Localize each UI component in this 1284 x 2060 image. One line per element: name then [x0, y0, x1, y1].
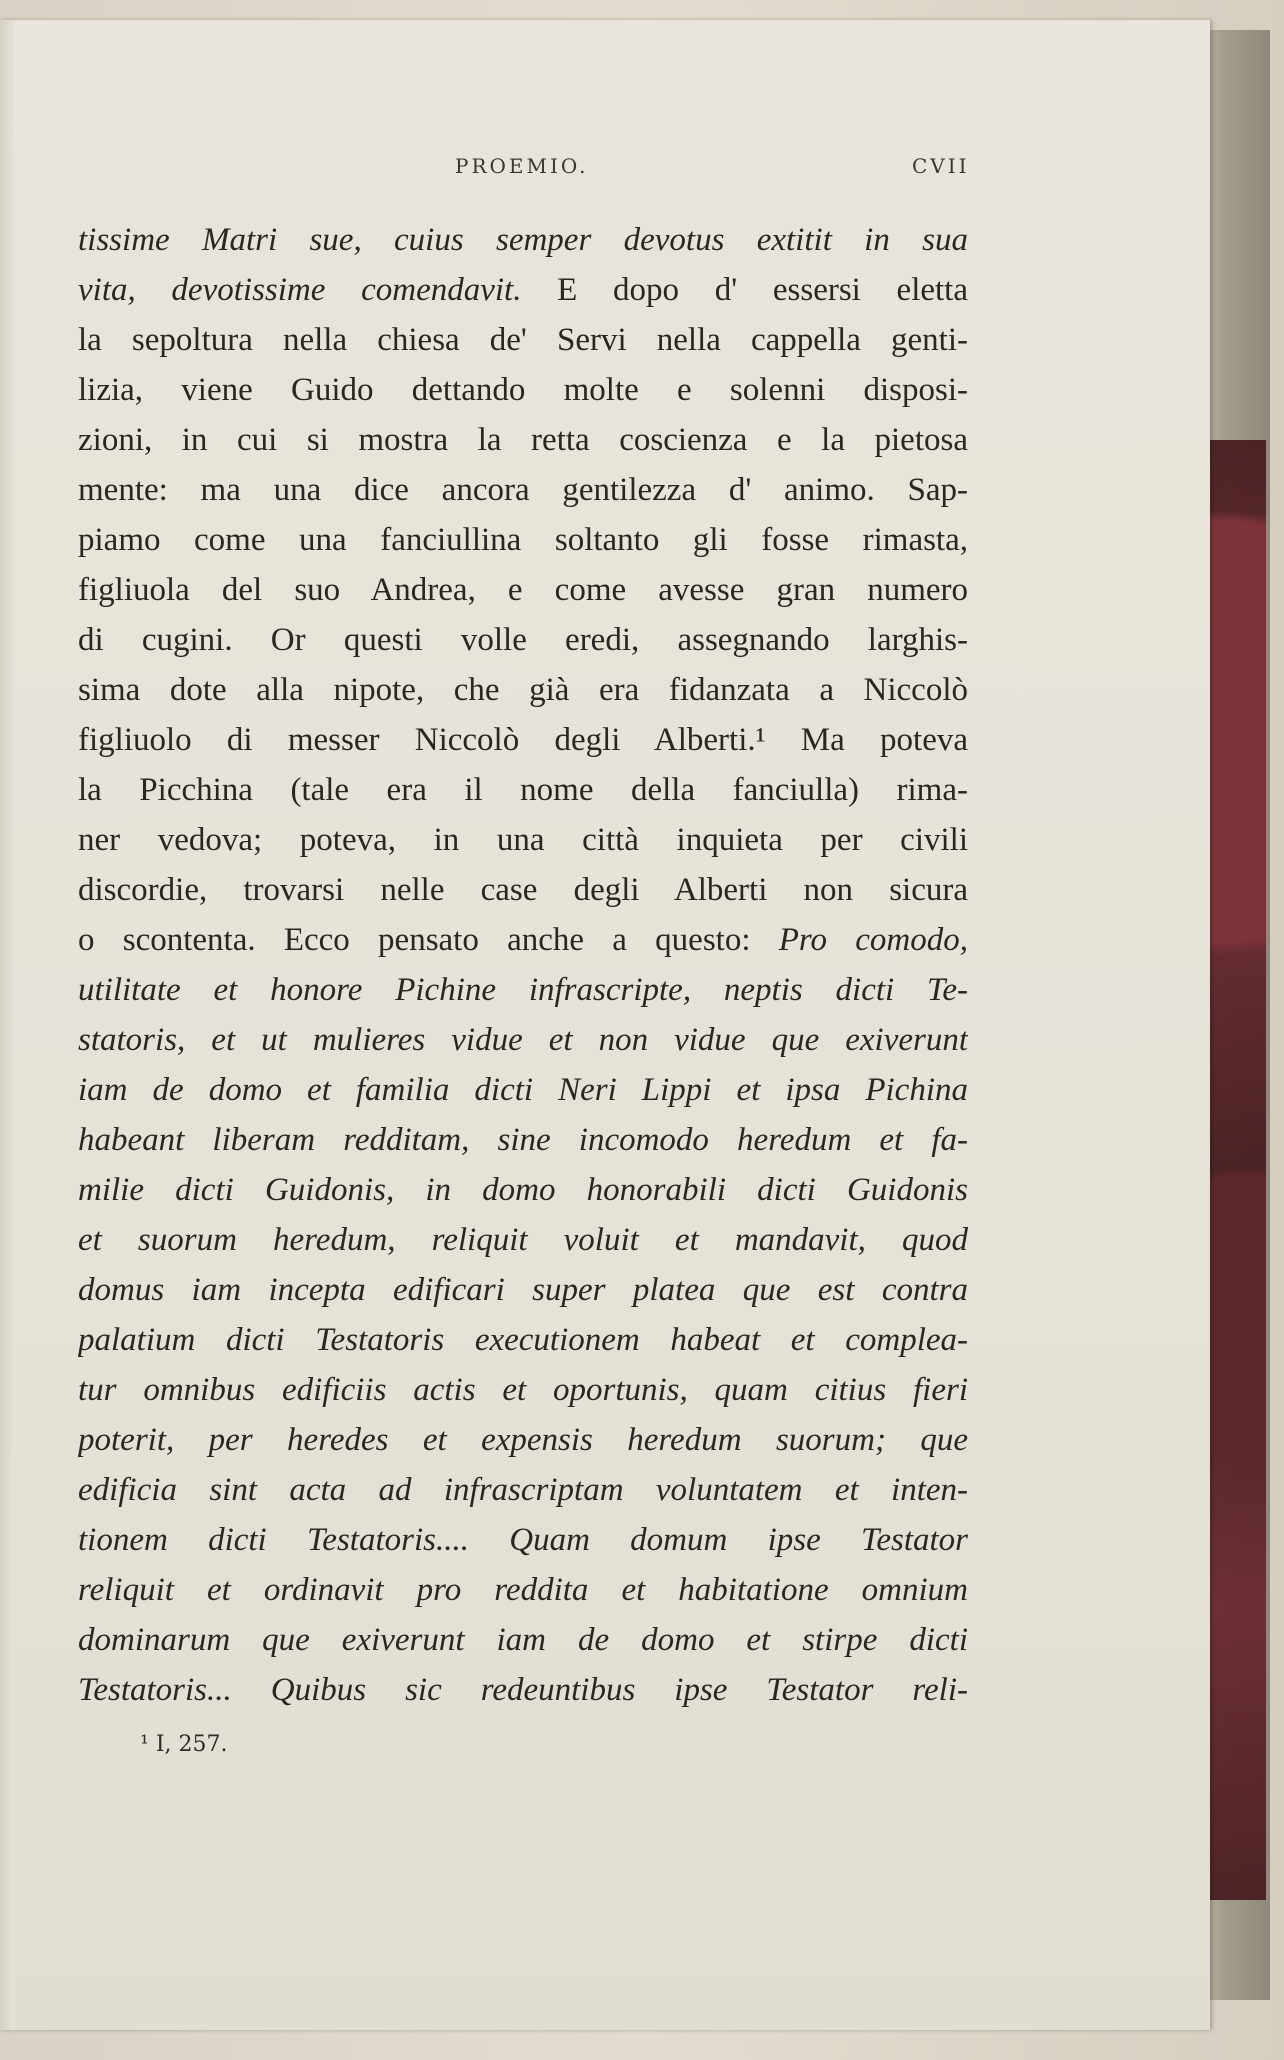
text-line: Testatoris... Quibus sic redeuntibus ipse Testator reli- [78, 1672, 968, 1708]
running-head [0, 154, 1210, 184]
text-line: et suorum heredum, reliquit voluit et mandavit, quod [78, 1222, 968, 1258]
page-gutter-edge [0, 20, 14, 2030]
marbled-cover-edge [1204, 440, 1266, 1900]
text-roman-span: o scontenta. Ecco pensato anche a questo: [78, 922, 779, 958]
text-line [78, 915, 968, 965]
text-line: iam de domo et familia dicti Neri Lippi et ipsa Pichina [78, 1072, 968, 1108]
text-italic-span: vita, devotissime comendavit. [78, 272, 522, 308]
text-line: statoris, et ut mulieres vidue et non vidue que exiverunt [78, 1022, 968, 1058]
text-line: utilitate et honore Pichine infrascripte, neptis dicti Te- [78, 972, 968, 1008]
text-line: poterit, per heredes et expensis heredum suorum; que [78, 1422, 968, 1458]
text-line: ner vedova; poteva, in una città inquieta per civili [78, 822, 968, 858]
text-roman-span: E dopo d' essersi eletta [521, 272, 968, 308]
text-line: zioni, in cui si mostra la retta coscienza e la pietosa [78, 422, 968, 458]
text-line: tur omnibus edificiis actis et oportunis, quam citius fieri [78, 1372, 968, 1408]
text-line: piamo come una fanciullina soltanto gli fosse rimasta, [78, 522, 968, 558]
text-line: di cugini. Or questi volle eredi, assegnando larghis- [78, 622, 968, 658]
text-line: discordie, trovarsi nelle case degli Alberti non sicura [78, 872, 968, 908]
text-line: dominarum que exiverunt iam de domo et stirpe dicti [78, 1622, 968, 1658]
text-line: la sepoltura nella chiesa de' Servi nella cappella genti- [78, 322, 968, 358]
text-line [78, 265, 968, 315]
text-line: milie dicti Guidonis, in domo honorabili dicti Guidonis [78, 1172, 968, 1208]
text-line: habeant liberam redditam, sine incomodo heredum et fa- [78, 1122, 968, 1158]
text-line: figliuola del suo Andrea, e come avesse gran numero [78, 572, 968, 608]
text-line: figliuolo di messer Niccolò degli Alberti.¹ Ma poteva [78, 722, 968, 758]
text-line: edificia sint acta ad infrascriptam voluntatem et inten- [78, 1472, 968, 1508]
text-line: palatium dicti Testatoris executionem habeat et complea- [78, 1322, 968, 1358]
text-line: domus iam incepta edificari super platea que est contra [78, 1272, 968, 1308]
text-line: mente: ma una dice ancora gentilezza d' animo. Sap- [78, 472, 968, 508]
text-line: reliquit et ordinavit pro reddita et habitatione omnium [78, 1572, 968, 1608]
text-line: tissime Matri sue, cuius semper devotus extitit in sua [78, 222, 968, 258]
text-line: lizia, viene Guido dettando molte e solenni disposi- [78, 372, 968, 408]
body-text [78, 215, 968, 1715]
running-title: PROEMIO. [455, 154, 589, 178]
text-line: la Picchina (tale era il nome della fanciulla) rima- [78, 772, 968, 808]
footnote: ¹ I, 257. [140, 1732, 228, 1757]
text-line: sima dote alla nipote, che già era fidanzata a Niccolò [78, 672, 968, 708]
page-number: CVII [912, 154, 970, 178]
text-line: tionem dicti Testatoris.... Quam domum ipse Testator [78, 1522, 968, 1558]
text-italic-span: Pro comodo, [778, 922, 968, 958]
